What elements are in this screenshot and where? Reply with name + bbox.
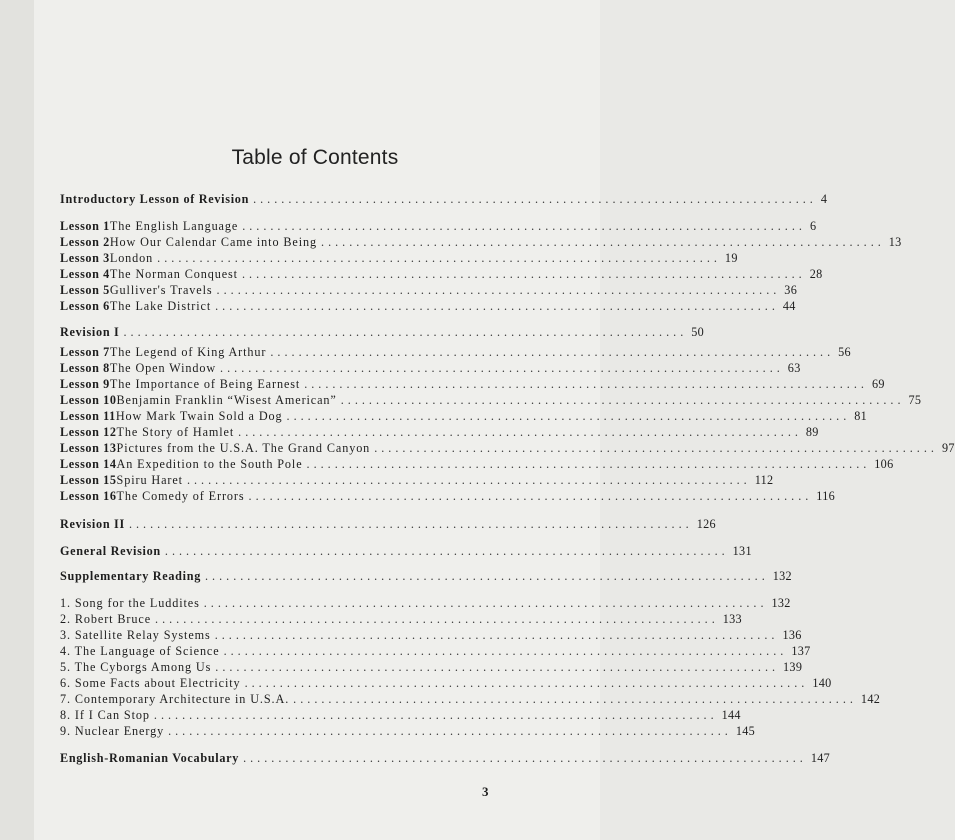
toc-entry-title: The Story of Hamlet: [116, 425, 235, 439]
toc-section-label: Revision II: [60, 517, 125, 531]
toc-entry: [60, 266, 823, 282]
toc-entry-title: 7. Contemporary Architecture in U.S.A.: [60, 692, 290, 706]
toc-lesson-number: Lesson 2: [60, 235, 110, 249]
toc-page-number: 13: [888, 235, 902, 249]
toc-entry: [60, 643, 811, 659]
toc-entry-title: The Importance of Being Earnest: [109, 377, 301, 391]
toc-lesson-number: Lesson 12: [60, 425, 117, 439]
dot-leader: ................................................................................: [223, 644, 788, 658]
toc-page-number: 131: [732, 544, 752, 558]
toc-page-number: 44: [782, 299, 796, 313]
toc-page-number: 28: [809, 267, 823, 281]
dot-leader: ................................................................................: [253, 192, 817, 206]
toc-lesson-number: Lesson 8: [60, 361, 110, 375]
toc-page-number: 140: [812, 676, 832, 690]
toc-entry: [60, 234, 902, 250]
toc-entry: [60, 543, 752, 559]
page-number: 3: [482, 784, 489, 799]
toc-lesson-number: Lesson 16: [60, 489, 117, 503]
toc-lesson-number: Lesson 7: [60, 345, 110, 359]
dot-leader: ................................................................................: [123, 325, 688, 339]
toc-lesson-number: Lesson 1: [60, 219, 110, 233]
toc-page-number: 6: [809, 219, 817, 233]
dot-leader: ................................................................................: [243, 751, 807, 765]
dot-leader: ................................................................................: [164, 544, 729, 558]
toc-entry-title: Benjamin Franklin “Wisest American”: [116, 393, 337, 407]
toc-lesson-number: Lesson 10: [60, 393, 117, 407]
toc-page-number: 139: [783, 660, 803, 674]
toc-lesson-number: Lesson 6: [60, 299, 110, 313]
toc-entry: [60, 360, 801, 376]
toc-page-number: 133: [722, 612, 742, 626]
dot-leader: ................................................................................: [286, 409, 851, 423]
toc-entry: [60, 595, 791, 611]
toc-entry: [60, 440, 955, 456]
toc-page-number: 137: [791, 644, 811, 658]
toc-entry: [60, 707, 741, 723]
toc-entry: [60, 282, 798, 298]
dot-leader: ................................................................................: [242, 219, 806, 233]
toc-section-label: General Revision: [60, 544, 161, 558]
toc-entry-title: Gulliver's Travels: [109, 283, 213, 297]
dot-leader: ................................................................................: [238, 425, 802, 439]
toc-page-number: 19: [724, 251, 738, 265]
toc-page-number: 142: [860, 692, 881, 706]
toc-page-number: 69: [871, 377, 885, 391]
dot-leader: ................................................................................: [374, 441, 938, 455]
toc-entry: [60, 488, 836, 504]
toc-page-number: 132: [771, 596, 791, 610]
toc-page-number: 50: [691, 325, 705, 339]
toc-page-number: 132: [772, 569, 792, 583]
toc-page-number: 106: [874, 457, 894, 471]
toc-entry-title: 9. Nuclear Energy: [60, 724, 165, 738]
dot-leader: ................................................................................: [205, 569, 769, 583]
toc-entry-title: The English Language: [109, 219, 239, 233]
toc-lesson-number: Lesson 14: [60, 457, 117, 471]
toc-entry: [60, 611, 742, 627]
toc-page-number: 126: [696, 517, 716, 531]
dot-leader: ................................................................................: [155, 612, 719, 626]
toc-entry: [60, 408, 868, 424]
toc-lesson-number: Lesson 13: [60, 441, 117, 455]
toc-entry-title: 2. Robert Bruce: [60, 612, 152, 626]
toc-lesson-number: Lesson 5: [60, 283, 110, 297]
toc-entry-title: Spiru Haret: [116, 473, 183, 487]
dot-leader: ................................................................................: [216, 283, 781, 297]
toc-lesson-number: Lesson 4: [60, 267, 110, 281]
toc-entry-title: The Comedy of Errors: [116, 489, 245, 503]
toc-lesson-number: Lesson 15: [60, 473, 117, 487]
toc-section-label: Introductory Lesson of Revision: [60, 192, 250, 206]
dot-leader: ................................................................................: [220, 361, 784, 375]
dot-leader: ................................................................................: [203, 596, 768, 610]
toc-entry: [60, 472, 774, 488]
toc-page-number: 36: [784, 283, 798, 297]
dot-leader: ................................................................................: [321, 235, 885, 249]
toc-page-number: 56: [838, 345, 851, 359]
toc-page-number: 136: [782, 628, 802, 642]
toc-lesson-number: Lesson 11: [60, 409, 116, 423]
page-title: Table of Contents: [231, 146, 399, 169]
page-edge: [0, 0, 34, 840]
toc-page-number: 63: [787, 361, 801, 375]
toc-entry-title: 1. Song for the Luddites: [60, 596, 200, 610]
toc-entry: [60, 376, 885, 392]
toc-entry-title: London: [109, 251, 154, 265]
toc-section-label: Supplementary Reading: [60, 569, 201, 583]
toc-page-number: 145: [735, 724, 756, 738]
toc-entry: [60, 298, 796, 314]
toc-page-number: 4: [820, 192, 828, 206]
toc-entry: [60, 218, 817, 234]
toc-entry-title: 3. Satellite Relay Systems: [60, 628, 211, 642]
toc-entry: [60, 424, 819, 440]
toc-entry: [60, 750, 831, 766]
dot-leader: ................................................................................: [168, 724, 732, 738]
toc-entry: [60, 191, 828, 207]
toc-page-number: 75: [908, 393, 922, 407]
toc-entry: [60, 324, 705, 340]
toc-section-label: Revision I: [60, 325, 120, 339]
dot-leader: ................................................................................: [128, 517, 693, 531]
dot-leader: ................................................................................: [306, 457, 871, 471]
toc-entry-title: The Legend of King Arthur: [109, 345, 267, 359]
toc-entry-title: 8. If I Can Stop: [60, 708, 150, 722]
toc-entry-title: The Open Window: [109, 361, 217, 375]
toc-page-number: 144: [721, 708, 741, 722]
toc-entry: [60, 392, 922, 408]
toc-lesson-number: Lesson 9: [60, 377, 110, 391]
toc-page-number: 97: [941, 441, 955, 455]
toc-entry-title: Pictures from the U.S.A. The Grand Canyon: [116, 441, 371, 455]
toc-lesson-number: Lesson 3: [60, 251, 110, 265]
toc-entry: [60, 723, 756, 739]
toc-entry-title: 6. Some Facts about Electricity: [60, 676, 241, 690]
dot-leader: ................................................................................: [270, 345, 835, 359]
dot-leader: ................................................................................: [293, 692, 857, 706]
dot-leader: ................................................................................: [215, 299, 779, 313]
toc-entry: [60, 568, 792, 584]
dot-leader: ................................................................................: [153, 708, 718, 722]
dot-leader: ................................................................................: [340, 393, 905, 407]
toc-entry: [60, 456, 894, 472]
toc-entry-title: How Mark Twain Sold a Dog: [115, 409, 283, 423]
dot-leader: ................................................................................: [248, 489, 813, 503]
toc-entry-title: The Lake District: [109, 299, 212, 313]
toc-entry: [60, 250, 738, 266]
dot-leader: ................................................................................: [215, 660, 780, 674]
dot-leader: ................................................................................: [241, 267, 806, 281]
toc-page-number: 89: [805, 425, 819, 439]
toc-page-number: 81: [854, 409, 868, 423]
toc-entry: [60, 659, 803, 675]
toc-entry-title: 4. The Language of Science: [60, 644, 220, 658]
dot-leader: ................................................................................: [244, 676, 809, 690]
toc-entry: [60, 691, 881, 707]
toc-entry-title: An Expedition to the South Pole: [116, 457, 303, 471]
toc-section-label: English-Romanian Vocabulary: [60, 751, 240, 765]
toc-entry: [60, 344, 851, 360]
toc-page-number: 112: [754, 473, 774, 487]
toc-page-number: 147: [810, 751, 831, 765]
dot-leader: ................................................................................: [214, 628, 779, 642]
dot-leader: ................................................................................: [186, 473, 751, 487]
dot-leader: ................................................................................: [304, 377, 868, 391]
toc-entry: [60, 675, 832, 691]
dot-leader: ................................................................................: [157, 251, 721, 265]
toc-page-number: 116: [816, 489, 836, 503]
toc-entry-title: How Our Calendar Came into Being: [109, 235, 318, 249]
toc-entry-title: 5. The Cyborgs Among Us: [60, 660, 212, 674]
toc-entry: [60, 627, 802, 643]
toc-entry-title: The Norman Conquest: [109, 267, 238, 281]
toc-entry: [60, 516, 716, 532]
